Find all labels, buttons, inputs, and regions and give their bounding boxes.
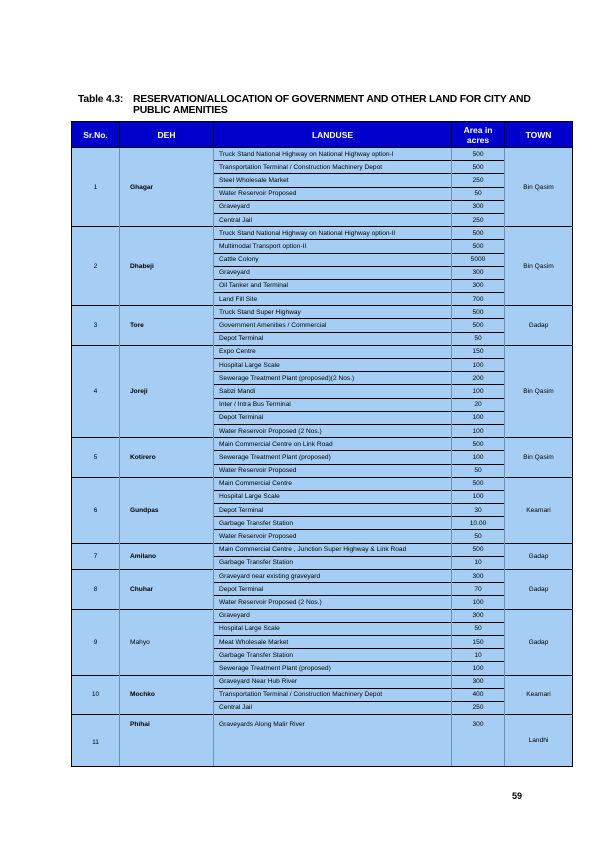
cell-landuse: Hospital Large Scale [214, 490, 452, 503]
cell-area: 500 [452, 227, 505, 240]
cell-area: 100 [452, 662, 505, 675]
cell-area: 300 [452, 715, 505, 767]
cell-deh: Dhabeji [120, 227, 214, 306]
cell-deh: Chuhar [120, 570, 214, 610]
cell-sr-no: 4 [72, 345, 120, 437]
cell-area: 300 [452, 609, 505, 622]
cell-area: 500 [452, 543, 505, 556]
table-row [72, 227, 573, 240]
table-row [72, 345, 573, 358]
cell-deh: Joreji [120, 345, 214, 437]
cell-landuse: Graveyard Near Hub River [214, 675, 452, 688]
table-row [72, 570, 573, 583]
cell-sr-no: 1 [72, 148, 120, 227]
table-row [72, 148, 573, 161]
table-row [72, 609, 573, 622]
cell-town: Gadap [505, 609, 573, 675]
cell-landuse: Truck Stand Super Highway [214, 306, 452, 319]
cell-deh: Phihai [120, 715, 214, 767]
cell-landuse: Central Jail [214, 213, 452, 226]
cell-area: 250 [452, 174, 505, 187]
cell-landuse: Sewerage Treatment Plant (proposed) [214, 662, 452, 675]
table-row [72, 438, 573, 451]
cell-landuse: Garbage Transfer Station [214, 649, 452, 662]
header-sr-no: Sr.No. [72, 122, 120, 148]
cell-landuse: Graveyards Along Malir River [214, 715, 452, 767]
table-body [72, 148, 573, 767]
cell-landuse: Main Commercial Centre on Link Road [214, 438, 452, 451]
cell-landuse: Transportation Terminal / Construction Machinery Depot [214, 688, 452, 701]
cell-area: 20 [452, 398, 505, 411]
cell-area: 200 [452, 372, 505, 385]
cell-town: Gadap [505, 570, 573, 610]
cell-landuse: Hospital Large Scale [214, 359, 452, 372]
cell-area: 500 [452, 240, 505, 253]
cell-town: Keamari [505, 477, 573, 543]
cell-area: 300 [452, 675, 505, 688]
cell-area: 5000 [452, 253, 505, 266]
cell-landuse: Water Reservoir Proposed (2 Nos.) [214, 424, 452, 437]
cell-town: Keamari [505, 675, 573, 715]
table-caption [78, 94, 578, 116]
cell-landuse: Oil Tanker and Terminal [214, 279, 452, 292]
cell-area: 50 [452, 332, 505, 345]
cell-deh: Tore [120, 306, 214, 346]
cell-area: 100 [452, 596, 505, 609]
cell-landuse: Multimodal Transport option-II [214, 240, 452, 253]
cell-area: 500 [452, 148, 505, 161]
cell-area: 100 [452, 411, 505, 424]
table-row [72, 715, 573, 767]
cell-area: 300 [452, 570, 505, 583]
cell-town: Bin Qasim [505, 227, 573, 306]
cell-landuse: Depot Terminal [214, 583, 452, 596]
table-header-row [72, 122, 573, 148]
cell-sr-no: 9 [72, 609, 120, 675]
header-area: Area in acres [452, 122, 505, 148]
cell-area: 500 [452, 319, 505, 332]
cell-area: 500 [452, 306, 505, 319]
cell-sr-no: 11 [72, 715, 120, 767]
cell-area: 10 [452, 649, 505, 662]
cell-landuse: Graveyard [214, 200, 452, 213]
cell-landuse: Cattle Colony [214, 253, 452, 266]
cell-deh: Mochko [120, 675, 214, 715]
cell-landuse: Truck Stand National Highway on National Highway option-II [214, 227, 452, 240]
cell-landuse: Meat Wholesale Market [214, 635, 452, 648]
table-number: Table 4.3: [78, 94, 124, 105]
table-row [72, 306, 573, 319]
cell-landuse: Garbage Transfer Station [214, 556, 452, 569]
header-town: TOWN [505, 122, 573, 148]
cell-area: 100 [452, 424, 505, 437]
cell-area: 150 [452, 345, 505, 358]
cell-area: 10 [452, 556, 505, 569]
cell-landuse: Inter / Intra Bus Terminal [214, 398, 452, 411]
cell-landuse: Graveyard [214, 266, 452, 279]
cell-landuse: Government Amenities / Commercial [214, 319, 452, 332]
cell-landuse: Hospital Large Scale [214, 622, 452, 635]
cell-area: 400 [452, 688, 505, 701]
page-number: 59 [512, 791, 523, 801]
cell-sr-no: 10 [72, 675, 120, 715]
cell-area: 150 [452, 635, 505, 648]
cell-sr-no: 5 [72, 438, 120, 478]
cell-area: 100 [452, 451, 505, 464]
cell-area: 100 [452, 359, 505, 372]
cell-landuse: Water Reservoir Proposed [214, 530, 452, 543]
cell-area: 250 [452, 701, 505, 714]
land-reservation-table [71, 121, 573, 767]
cell-landuse: Sabzi Mandi [214, 385, 452, 398]
cell-town: Gadap [505, 306, 573, 346]
cell-landuse: Main Commercial Centre , Junction Super Highway & Link Road [214, 543, 452, 556]
cell-landuse: Depot Terminal [214, 411, 452, 424]
cell-sr-no: 2 [72, 227, 120, 306]
cell-area: 500 [452, 477, 505, 490]
cell-area: 50 [452, 530, 505, 543]
cell-landuse: Sewerage Treatment Plant (proposed) [214, 451, 452, 464]
cell-landuse: Water Reservoir Proposed [214, 187, 452, 200]
cell-landuse: Expo Centre [214, 345, 452, 358]
cell-area: 50 [452, 622, 505, 635]
cell-town: Landhi [505, 715, 573, 767]
cell-deh: Kotirero [120, 438, 214, 478]
cell-area: 300 [452, 200, 505, 213]
cell-landuse: Truck Stand National Highway on National Highway option-I [214, 148, 452, 161]
cell-landuse: Main Commercial Centre [214, 477, 452, 490]
cell-sr-no: 8 [72, 570, 120, 610]
header-deh: DEH [120, 122, 214, 148]
table-row [72, 477, 573, 490]
cell-town: Gadap [505, 543, 573, 569]
cell-area: 100 [452, 490, 505, 503]
cell-area: 500 [452, 161, 505, 174]
cell-landuse: Land Fill Site [214, 293, 452, 306]
cell-deh: Mahyo [120, 609, 214, 675]
cell-landuse: Garbage Transfer Station [214, 517, 452, 530]
cell-landuse: Graveyard near existing graveyard [214, 570, 452, 583]
cell-landuse: Depot Terminal [214, 504, 452, 517]
cell-deh: Gundpas [120, 477, 214, 543]
cell-area: 300 [452, 279, 505, 292]
cell-deh: Ghagar [120, 148, 214, 227]
cell-area: 10.00 [452, 517, 505, 530]
cell-town: Bin Qasim [505, 345, 573, 437]
cell-area: 250 [452, 213, 505, 226]
cell-landuse: Graveyard [214, 609, 452, 622]
cell-area: 700 [452, 293, 505, 306]
cell-landuse: Depot Terminal [214, 332, 452, 345]
cell-area: 100 [452, 385, 505, 398]
cell-area: 50 [452, 187, 505, 200]
cell-landuse: Water Reservoir Proposed [214, 464, 452, 477]
cell-area: 50 [452, 464, 505, 477]
cell-sr-no: 3 [72, 306, 120, 346]
table-row [72, 543, 573, 556]
cell-landuse: Water Reservoir Proposed (2 Nos.) [214, 596, 452, 609]
cell-area: 70 [452, 583, 505, 596]
cell-deh: Amilano [120, 543, 214, 569]
table-row [72, 675, 573, 688]
cell-sr-no: 6 [72, 477, 120, 543]
cell-landuse: Central Jail [214, 701, 452, 714]
table-title-line-2: PUBLIC AMENITIES [133, 105, 228, 116]
cell-landuse: Transportation Terminal / Construction Machinery Depot [214, 161, 452, 174]
cell-landuse: Sewerage Treatment Plant (proposed)(2 Nos.) [214, 372, 452, 385]
cell-sr-no: 7 [72, 543, 120, 569]
cell-area: 300 [452, 266, 505, 279]
header-landuse: LANDUSE [214, 122, 452, 148]
cell-town: Bin Qasim [505, 148, 573, 227]
cell-town: Bin Qasim [505, 438, 573, 478]
cell-area: 500 [452, 438, 505, 451]
cell-landuse: Steel Wholesale Market [214, 174, 452, 187]
cell-area: 30 [452, 504, 505, 517]
table-title-line-1: RESERVATION/ALLOCATION OF GOVERNMENT AND OTHER LAND FOR CITY AND [133, 94, 531, 105]
